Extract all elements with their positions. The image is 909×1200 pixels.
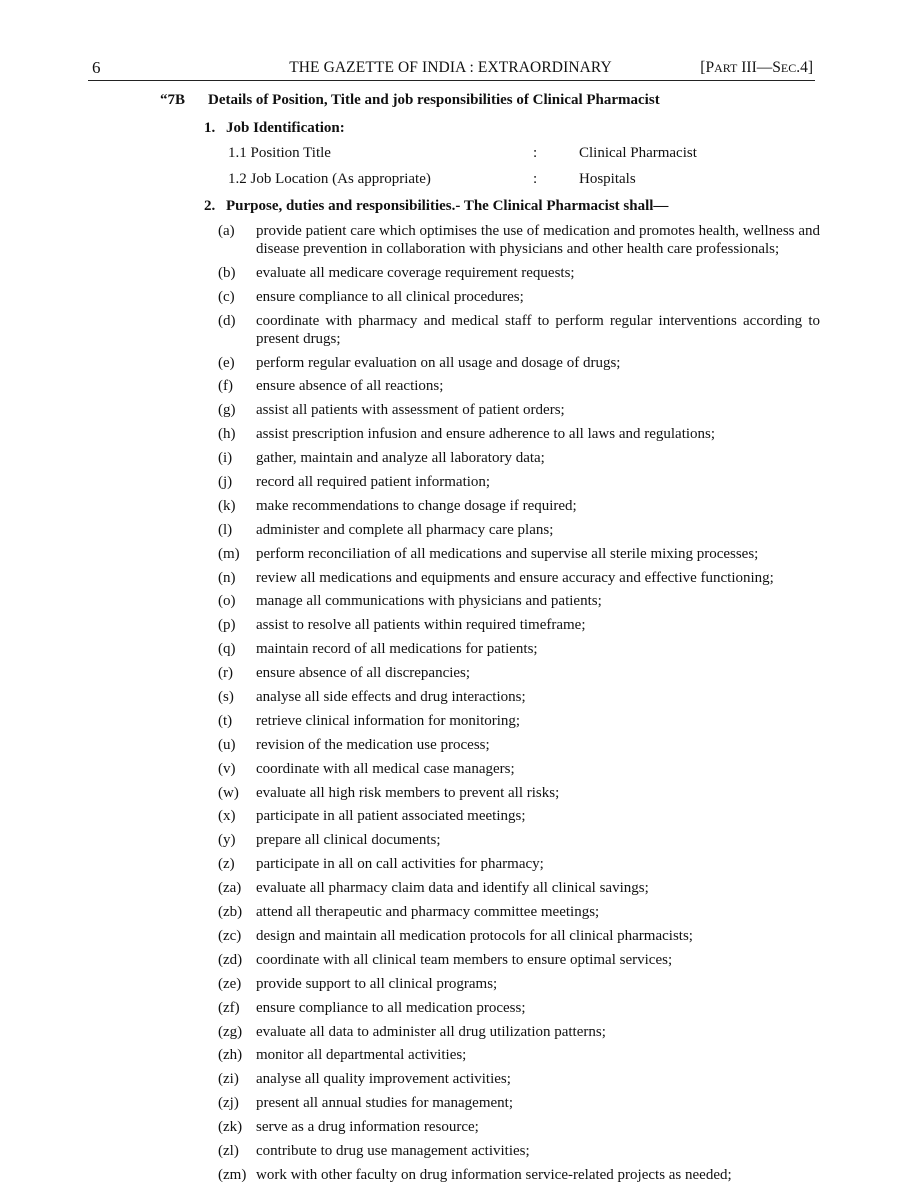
duty-item <box>218 354 820 372</box>
duty-label: (g) <box>218 402 236 419</box>
duty-text: record all required patient information; <box>256 474 491 491</box>
duty-item <box>218 569 820 587</box>
duty-label: (zh) <box>218 1047 243 1064</box>
duty-text: manage all communications with physicians and patients; <box>256 593 602 610</box>
duty-text: assist prescription infusion and ensure adherence to all laws and regulations; <box>256 426 716 443</box>
duty-label: (e) <box>218 354 235 371</box>
duty-label: (n) <box>218 569 236 586</box>
part-suffix: .4] <box>796 59 813 76</box>
duty-item <box>218 1023 820 1041</box>
duty-item <box>218 288 820 306</box>
duty-label: (i) <box>218 450 233 467</box>
duty-text: coordinate with all clinical team members to ensure optimal services; <box>256 951 673 968</box>
section-number: “7B <box>160 92 186 108</box>
duty-item <box>218 760 820 778</box>
duty-text: evaluate all data to administer all drug utilization patterns; <box>256 1023 606 1040</box>
duty-label: (u) <box>218 736 236 753</box>
gazette-title: THE GAZETTE OF INDIA : EXTRAORDINARY <box>289 59 612 76</box>
duty-text: provide patient care which optimises the use of medication and promotes health, wellness and disease prevention in collaboration with physicians and other health care professionals; <box>256 223 820 257</box>
duty-text: present all annual studies for management; <box>256 1095 513 1112</box>
duty-item <box>218 545 820 563</box>
duty-item <box>218 592 820 610</box>
duty-label: (o) <box>218 593 236 610</box>
duty-text: prepare all clinical documents; <box>256 832 441 849</box>
duty-label: (p) <box>218 617 236 634</box>
duty-item <box>218 401 820 419</box>
duty-label: (h) <box>218 426 236 443</box>
duty-item <box>218 497 820 515</box>
duty-text: evaluate all high risk members to prevent all risks; <box>256 784 560 801</box>
duty-text: review all medications and equipments and ensure accuracy and effective functioning; <box>256 569 774 586</box>
duty-item <box>218 377 820 395</box>
duty-text: revision of the medication use process; <box>256 736 490 753</box>
heading-text: Purpose, duties and responsibilities.- The Clinical Pharmacist shall— <box>226 198 669 214</box>
duty-label: (t) <box>218 712 233 729</box>
duty-item <box>218 449 820 467</box>
duty-text: evaluate all medicare coverage requirement requests; <box>256 264 575 281</box>
duty-label: (zg) <box>218 1023 243 1040</box>
duty-text: monitor all departmental activities; <box>256 1047 467 1064</box>
duty-item <box>218 616 820 634</box>
duty-text: evaluate all pharmacy claim data and identify all clinical savings; <box>256 880 649 897</box>
part-sec: EC <box>780 61 797 75</box>
duties-heading <box>204 198 668 215</box>
duty-text: design and maintain all medication protocols for all clinical pharmacists; <box>256 927 693 944</box>
duty-label: (r) <box>218 665 233 682</box>
duty-label: (z) <box>218 856 235 873</box>
duty-text: work with other faculty on drug information service-related projects as needed; <box>256 1166 732 1183</box>
duty-label: (za) <box>218 880 242 897</box>
section-title-text: Details of Position, Title and job responsibilities of Clinical Pharmacist <box>208 92 660 108</box>
duty-text: provide support to all clinical programs; <box>256 975 498 992</box>
heading-text: Job Identification: <box>226 120 345 136</box>
duty-label: (zi) <box>218 1071 239 1088</box>
duty-label: (y) <box>218 832 236 849</box>
duty-label: (zk) <box>218 1119 243 1136</box>
duty-item <box>218 664 820 682</box>
duty-item <box>218 1046 820 1064</box>
duty-item <box>218 1070 820 1088</box>
duty-item <box>218 1118 820 1136</box>
duty-item <box>218 1142 820 1160</box>
duty-item <box>218 473 820 491</box>
duty-text: participate in all patient associated meetings; <box>256 808 526 825</box>
duty-label: (f) <box>218 378 233 395</box>
duty-item <box>218 927 820 945</box>
duty-item <box>218 975 820 993</box>
duty-text: ensure compliance to all medication process; <box>256 999 526 1016</box>
duty-label: (zf) <box>218 999 240 1016</box>
duty-item <box>218 903 820 921</box>
duty-label: (zd) <box>218 951 243 968</box>
page-header <box>88 54 813 80</box>
job-identification-heading <box>204 120 345 137</box>
duty-text: assist to resolve all patients within required timeframe; <box>256 617 586 634</box>
duty-text: retrieve clinical information for monitoring; <box>256 712 521 729</box>
duty-item <box>218 312 820 348</box>
duty-text: analyse all side effects and drug interactions; <box>256 689 526 706</box>
duty-text: analyse all quality improvement activities; <box>256 1071 511 1088</box>
duty-item <box>218 855 820 873</box>
duty-item <box>218 640 820 658</box>
position-title-row <box>228 145 828 165</box>
duty-label: (k) <box>218 497 236 514</box>
duty-item <box>218 712 820 730</box>
duty-text: coordinate with pharmacy and medical staff to perform regular interventions according to present drugs; <box>256 312 820 347</box>
duty-text: perform reconciliation of all medications and supervise all sterile mixing processes; <box>256 545 759 562</box>
duty-text: gather, maintain and analyze all laboratory data; <box>256 450 545 467</box>
duty-item <box>218 831 820 849</box>
duty-label: (zj) <box>218 1095 239 1112</box>
duty-label: (zm) <box>218 1166 247 1183</box>
duty-text: ensure absence of all discrepancies; <box>256 665 471 682</box>
duty-label: (b) <box>218 264 236 281</box>
duty-text: make recommendations to change dosage if required; <box>256 497 577 514</box>
duty-text: serve as a drug information resource; <box>256 1119 479 1136</box>
section-title <box>160 92 660 109</box>
duty-item <box>218 1094 820 1112</box>
duty-item <box>218 999 820 1017</box>
duty-label: (c) <box>218 288 235 305</box>
duties-list <box>218 222 820 1190</box>
duty-item <box>218 736 820 754</box>
row-value: Clinical Pharmacist <box>579 145 697 161</box>
duty-text: participate in all on call activities for pharmacy; <box>256 856 544 873</box>
duty-label: (m) <box>218 545 240 562</box>
duty-label: (q) <box>218 641 236 658</box>
row-colon: : <box>533 145 538 161</box>
part-word: ART <box>714 61 738 75</box>
duty-label: (zc) <box>218 927 242 944</box>
duty-item <box>218 807 820 825</box>
header-rule <box>88 80 815 81</box>
part-mid: III—S <box>737 59 781 76</box>
part-section-label <box>700 59 813 77</box>
duty-item <box>218 222 820 258</box>
duty-label: (ze) <box>218 975 242 992</box>
duty-label: (d) <box>218 312 236 329</box>
duty-item <box>218 1166 820 1184</box>
duty-text: maintain record of all medications for patients; <box>256 641 538 658</box>
duty-text: ensure absence of all reactions; <box>256 378 444 395</box>
duty-item <box>218 521 820 539</box>
duty-text: perform regular evaluation on all usage and dosage of drugs; <box>256 354 621 371</box>
duty-text: assist all patients with assessment of patient orders; <box>256 402 565 419</box>
duty-item <box>218 951 820 969</box>
row-key: 1.2 Job Location (As appropriate) <box>228 171 431 187</box>
duty-label: (zb) <box>218 904 243 921</box>
heading-number: 1. <box>204 120 216 136</box>
row-colon: : <box>533 171 538 187</box>
duty-label: (w) <box>218 784 239 801</box>
part-prefix: [P <box>700 59 715 76</box>
row-key: 1.1 Position Title <box>228 145 331 161</box>
row-value: Hospitals <box>579 171 636 187</box>
duty-item <box>218 425 820 443</box>
duty-item <box>218 879 820 897</box>
job-location-row <box>228 171 828 191</box>
duty-item <box>218 688 820 706</box>
duty-item <box>218 784 820 802</box>
duty-label: (x) <box>218 808 236 825</box>
duty-label: (s) <box>218 689 234 706</box>
page-number: 6 <box>92 58 101 77</box>
duty-label: (l) <box>218 521 233 538</box>
duty-label: (v) <box>218 760 236 777</box>
duty-item <box>218 264 820 282</box>
duty-label: (zl) <box>218 1142 239 1159</box>
duty-text: ensure compliance to all clinical procedures; <box>256 288 524 305</box>
duty-text: coordinate with all medical case managers; <box>256 760 515 777</box>
duty-text: administer and complete all pharmacy care plans; <box>256 521 554 538</box>
duty-label: (a) <box>218 223 235 239</box>
heading-number: 2. <box>204 198 216 214</box>
duty-text: attend all therapeutic and pharmacy committee meetings; <box>256 904 600 921</box>
duty-text: contribute to drug use management activities; <box>256 1142 530 1159</box>
duty-label: (j) <box>218 474 233 491</box>
